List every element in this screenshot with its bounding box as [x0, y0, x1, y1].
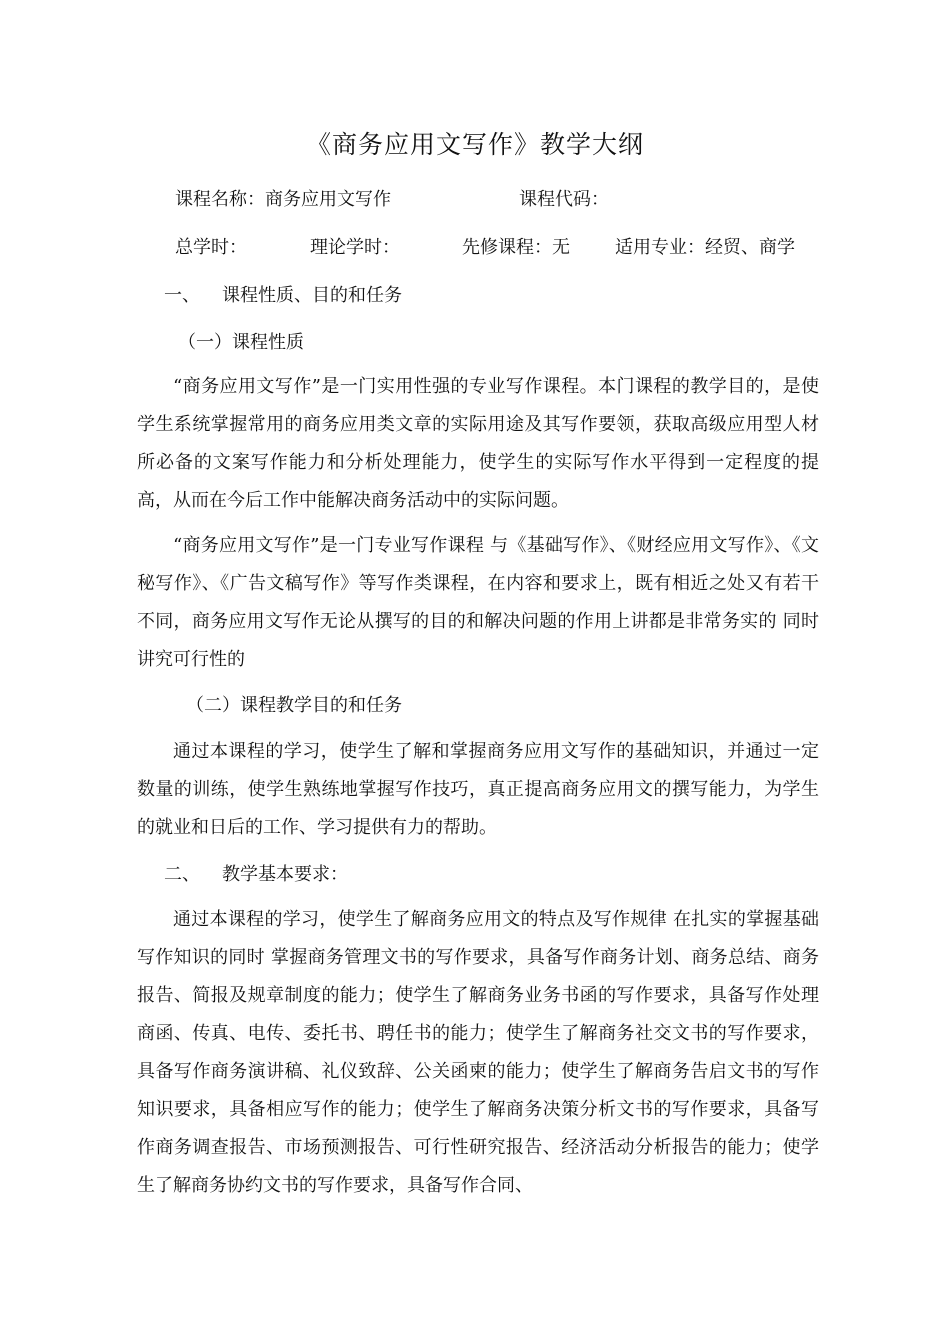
section2-number: 二、 [164, 864, 200, 885]
total-hours: 总学时： [175, 237, 247, 258]
teaching-goals-paragraph: 通过本课程的学习，使学生了解和掌握商务应用文写作的基础知识，并通过一定数量的训练，使学生熟练地掌握写作技巧，真正提高商务应用文的撰写能力，为学生的就业和日后的工作、学习提供有力的帮助。 [137, 741, 819, 838]
basic-requirements-paragraph: 通过本课程的学习，使学生了解商务应用文的特点及写作规律 在扎实的掌握基础写作知识的同时 掌握商务管理文书的写作要求，具备写作商务计划、商务总结、商务报告、简报及规章制度的能力；使学生了解商务业务书函的写作要求，具备写作处理商函、传真、电传、委托书、聘任书的能力；使学生了解商务社交文书的写作要求，具备写作商务演讲稿、礼仪致辞、公关函柬的能力；使学生了解商务告启文书的写作知识要求，具备相应写作的能力；使学生了解商务决策分析文书的写作要求，具备写作商务调查报告、市场预测报告、可行性研究报告、经济活动分析报告的能力；使学生了解商务协约文书的写作要求，具备写作合同、 [137, 909, 819, 1196]
section1-number: 一、 [164, 285, 200, 306]
course-nature-paragraph-1: “商务应用文写作”是一门实用性强的专业写作课程。本门课程的教学目的，是使学生系统掌握常用的商务应用类文章的实际用途及其写作要领，获取高级应用型人材所必备的文案写作能力和分析处理能力，使学生的实际写作水平得到一定程度的提高，从而在今后工作中能解决商务活动中的实际问题。 [137, 376, 819, 511]
subsection1-heading: （一）课程性质 [178, 332, 304, 353]
document-title: 《商务应用文写作》教学大纲 [305, 130, 644, 159]
course-name: 课程名称：商务应用文写作 [175, 189, 391, 210]
section1-heading: 课程性质、目的和任务 [222, 285, 402, 306]
prerequisite-course: 先修课程：无 [462, 237, 570, 258]
subsection2-heading: （二）课程教学目的和任务 [186, 695, 402, 716]
course-nature-paragraph-2: “商务应用文写作”是一门专业写作课程 与《基础写作》、《财经应用文写作》、《文秘写作》、《广告文稿写作》等写作类课程，在内容和要求上，既有相近之处又有若干不同，商务应用文写作无论从撰写的目的和解决问题的作用上讲都是非常务实的 同时讲究可行性的 [137, 535, 819, 670]
course-code: 课程代码： [519, 189, 609, 210]
theory-hours: 理论学时： [310, 237, 400, 258]
applicable-major: 适用专业：经贸、商学 [615, 237, 795, 258]
section2-heading: 教学基本要求： [222, 864, 348, 885]
